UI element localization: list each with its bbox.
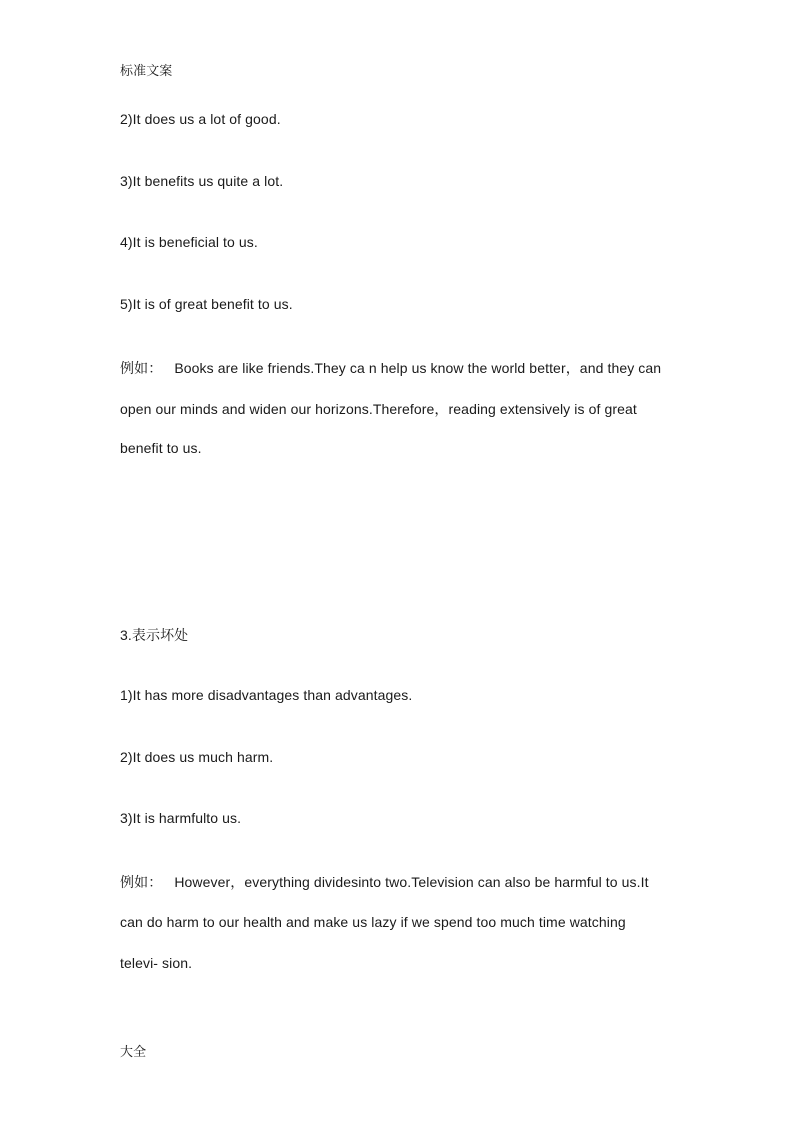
harm-item: 1)It has more disadvantages than advantages. <box>120 687 413 703</box>
benefit-example-line <box>120 358 661 378</box>
example-text: Books are like friends.They ca n help us know the world better，and they can <box>174 360 662 376</box>
benefit-item: 3)It benefits us quite a lot. <box>120 173 284 189</box>
example-label: 例如： <box>120 874 163 890</box>
example-label: 例如： <box>120 360 163 376</box>
harm-item: 3)It is harmfulto us. <box>120 810 242 826</box>
page-footer: 大全 <box>120 1044 147 1059</box>
benefit-example-line: benefit to us. <box>120 440 202 456</box>
harm-example-line <box>120 872 649 892</box>
benefit-item: 5)It is of great benefit to us. <box>120 296 293 312</box>
benefit-item: 4)It is beneficial to us. <box>120 234 258 250</box>
page-header: 标准文案 <box>120 63 173 78</box>
harm-item: 2)It does us much harm. <box>120 749 274 765</box>
benefit-item: 2)It does us a lot of good. <box>120 111 281 127</box>
benefit-example-line: open our minds and widen our horizons.Therefore，reading extensively is of great <box>120 401 637 417</box>
harm-example-line: can do harm to our health and make us lazy if we spend too much time watching <box>120 914 626 930</box>
section-heading: 3.表示坏处 <box>120 627 189 643</box>
example-text: However，everything dividesinto two.Television can also be harmful to us.It <box>174 874 649 890</box>
harm-example-line: televi- sion. <box>120 955 193 971</box>
